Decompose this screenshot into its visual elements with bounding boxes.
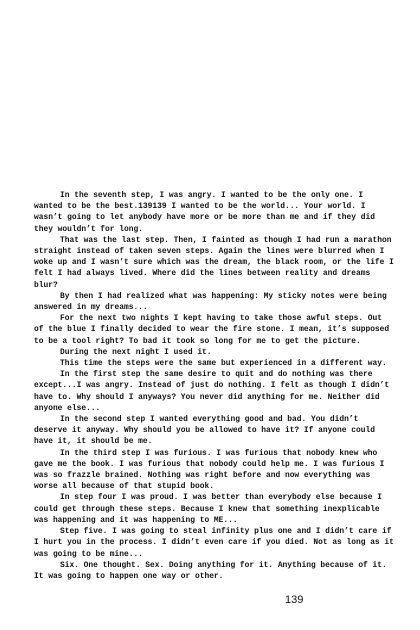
paragraph: In step four I was proud. I was better than everybody else because I could get through these steps. Because I knew that something inexplicable was happening and it was happening to ME... [34,493,382,525]
paragraph: That was the last step. Then, I fainted as though I had run a marathon straight instead of taken seven steps. Again the lines were blurred when I woke up and I wasn’t sure which was the dream, the black room, or the life I felt I had always lived. Where did the lines between reality and dreams blur? [34,235,394,290]
paragraph: By then I had realized what was happening: My sticky notes were being answered in my dreams... [34,291,387,313]
paragraph: In the second step I wanted everything good and bad. You didn’t deserve it anyway. Why should you be allowed to have it? If anyone could have it, it should be me. [34,415,375,447]
page-number: 139 [285,594,304,606]
paragraph: Step five. I was going to steal infinity plus one and I didn’t care if I hurt you in the process. I didn’t even care if you died. Not as long as it was going to be mine... [34,527,394,559]
body-text [34,190,394,582]
paragraph: In the first step the same desire to quit and do nothing was there except...I was angry. Instead of just do nothing. I felt as though I didn’t have to. Why should I anyways? You never did anything for me. Neither did anyone else... [34,370,390,413]
paragraph: In the third step I was furious. I was furious that nobody knew who gave me the book. I was furious that nobody could help me. I was furious I was so frazzle brained. Nothing was right before and now everything was worse all because of that stupid book. [34,448,385,492]
paragraph: This time the steps were the same but experienced in a different way. [60,359,387,369]
paragraph: In the seventh step, I was angry. I wanted to be the only one. I wanted to be the best.139139 I wanted to be the world... Your world. I wasn’t going to let anybody have more or be more than me and if they did they wouldn’t for long. [34,191,375,234]
paragraph: For the next two nights I kept having to take those awful steps. Out of the blue I finally decided to wear the fire stone. I mean, it’s supposed to be a tool right? To bad it took so long for me to get the picture. [34,314,390,346]
paragraph: During the next night I used it. [60,347,212,357]
paragraph: Six. One thought. Sex. Doing anything for it. Anything because of it. It was going to happen one way or other. [34,560,387,581]
